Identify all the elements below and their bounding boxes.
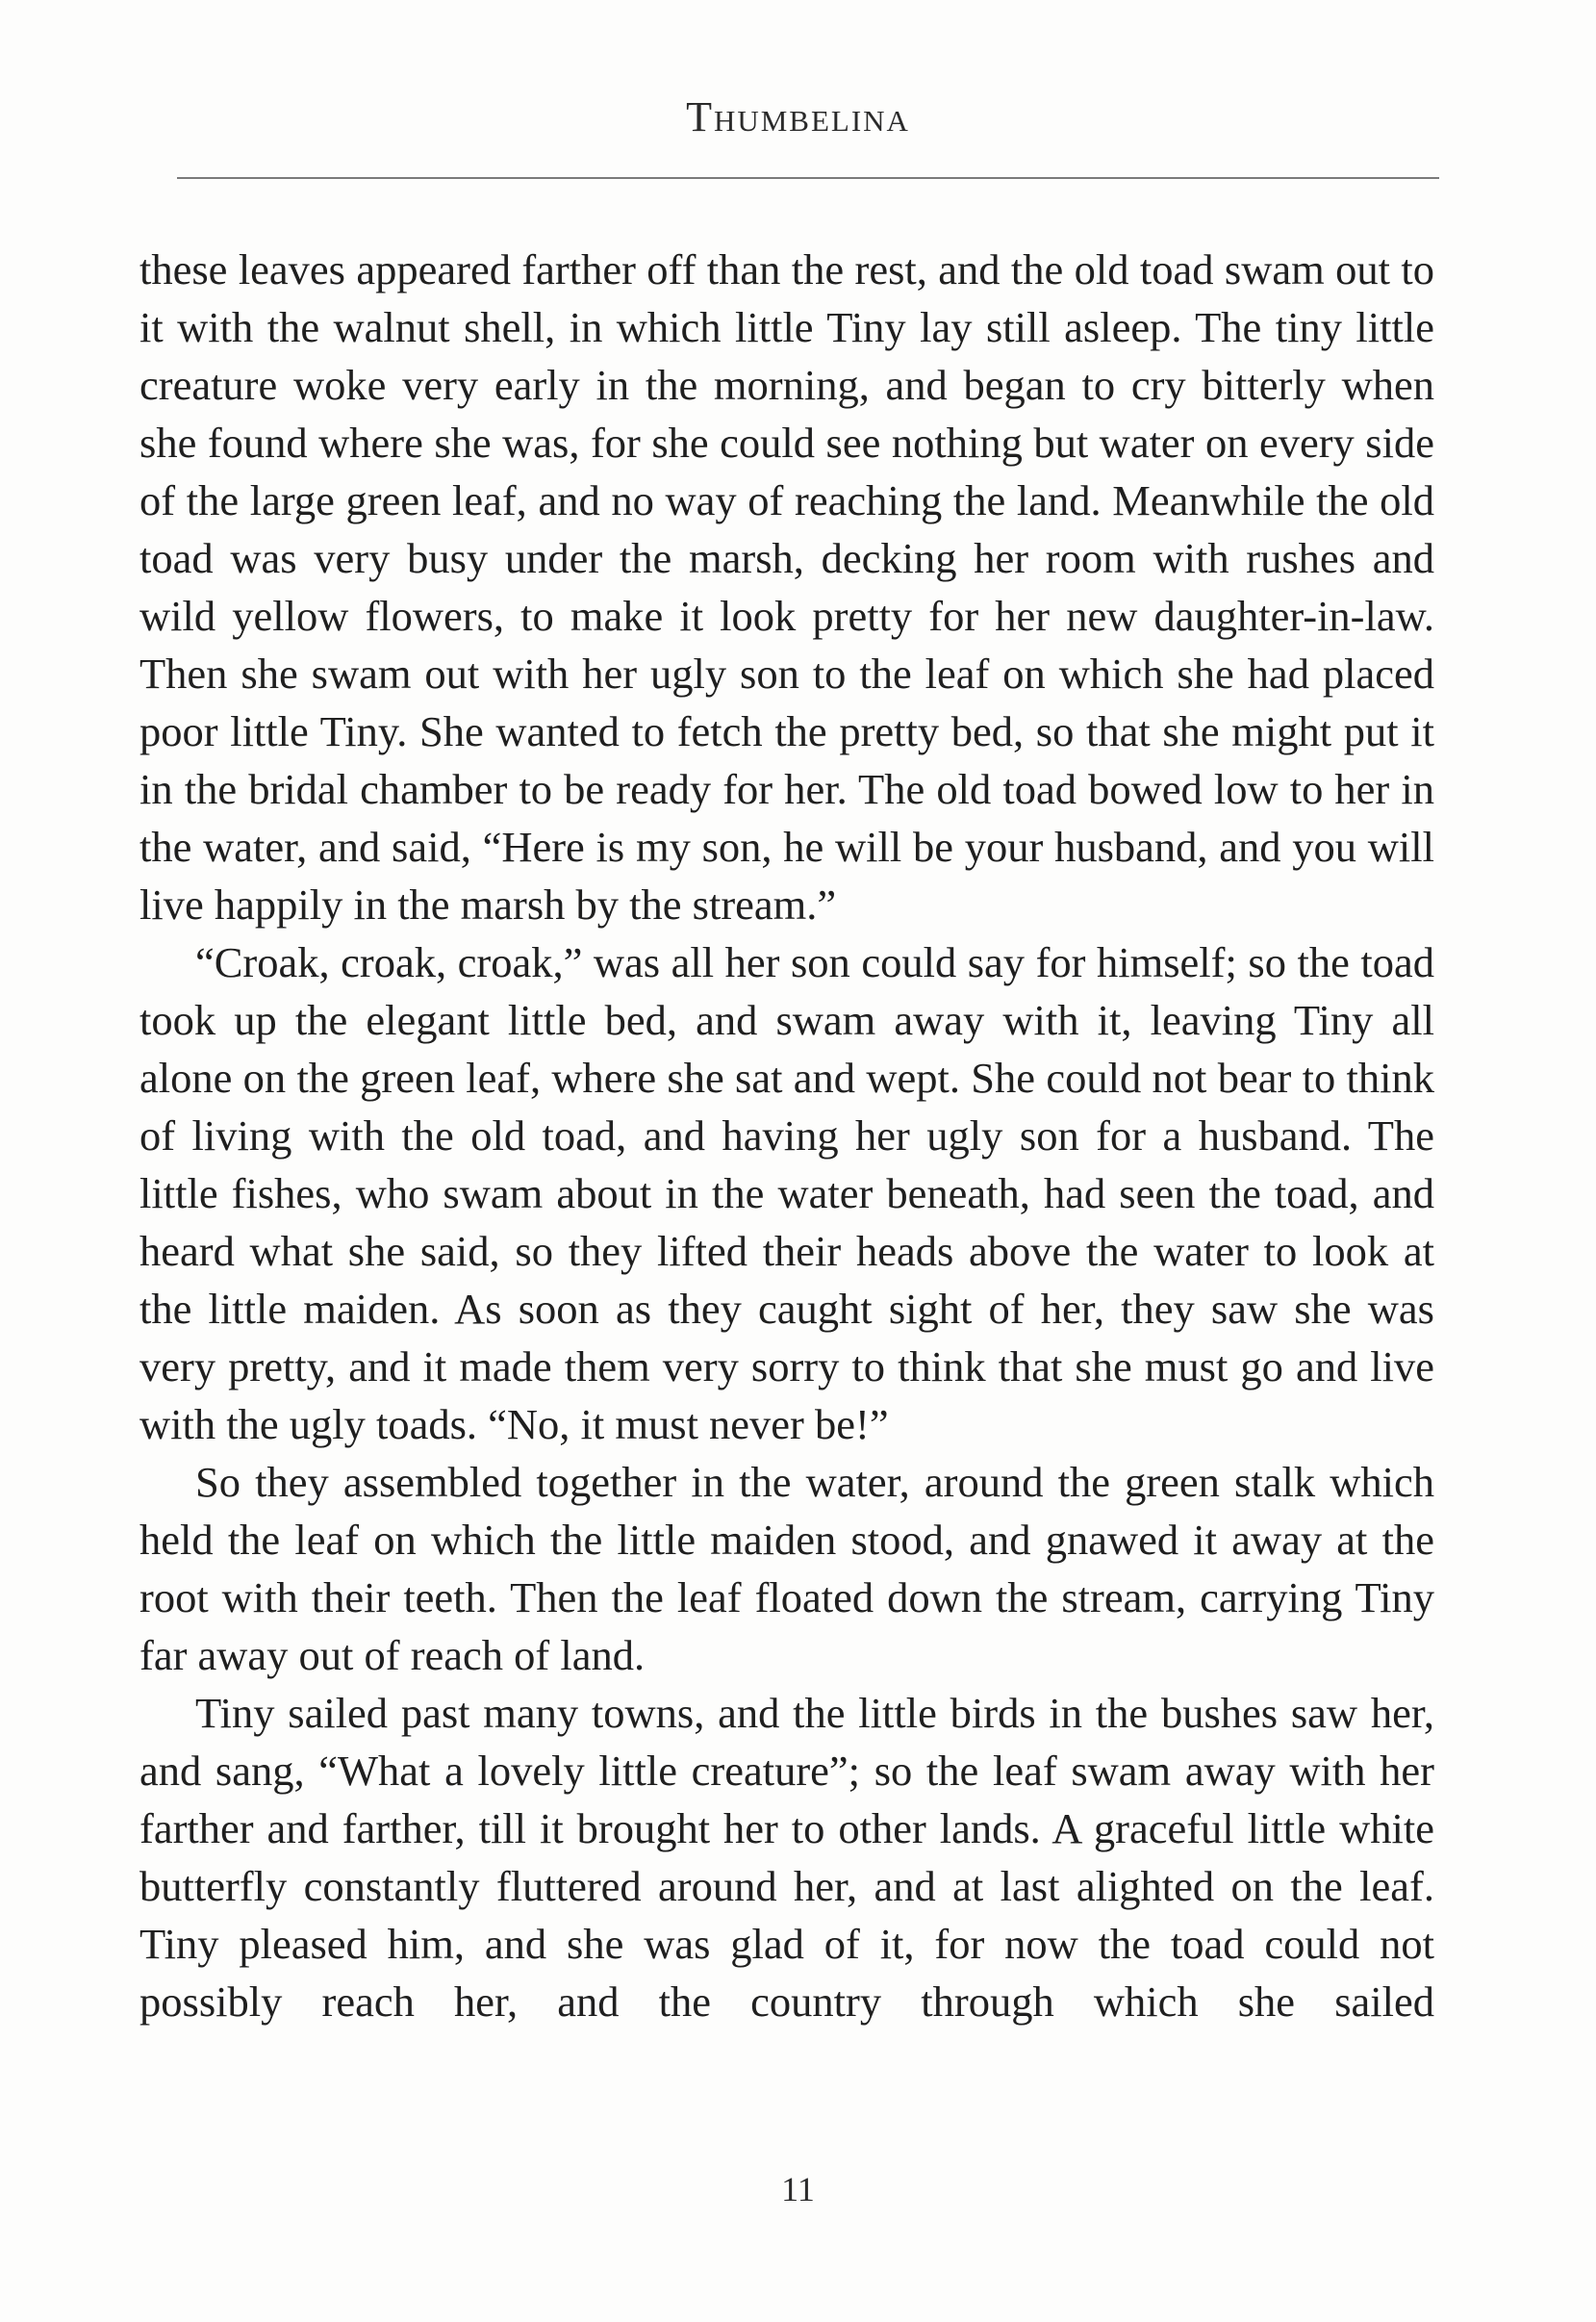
paragraph-4: Tiny sailed past many towns, and the little birds in the bushes saw her, and sang, “What a lovely little creature”; so the leaf swam away with her farther and farther, till it brought her to other lands. A graceful little white butterfly constantly fluttered around her, and at last alighted on the leaf. Tiny pleased him, and she was glad of it, for now the toad could not possibly reach her, and the country through which she sailed: [139, 1689, 1434, 2026]
page-number: 11: [781, 2170, 815, 2208]
paragraph-3: So they assembled together in the water, around the green stalk which held the leaf on which the little maiden stood, and gnawed it away at the root with their teeth. Then the leaf floated down the stream, carrying Tiny far away out of reach of land.: [139, 1458, 1434, 1679]
paragraph-1: these leaves appeared farther off than the rest, and the old toad swam out to it with the walnut shell, in which little Tiny lay still asleep. The tiny little creature woke very early in the morning, and began to cry bitterly when she found where she was, for she could see nothing but water on every side of the large green leaf, and no way of reaching the land. Meanwhile the old toad was very busy under the marsh, decking her room with rushes and wild yellow flowers, to make it look pretty for her new daughter-in-law. Then she swam out with her ugly son to the leaf on which she had placed poor little Tiny. She wanted to fetch the pretty bed, so that she might put it in the bridal chamber to be ready for her. The old toad bowed low to her in the water, and said, “Here is my son, he will be your husband, and you will live happily in the marsh by the stream.”: [139, 245, 1434, 929]
paragraph-2: “Croak, croak, croak,” was all her son could say for himself; so the toad took up the elegant little bed, and swam away with it, leaving Tiny all alone on the green leaf, where she sat and wept. She could not bear to think of living with the old toad, and having her ugly son for a husband. The little fishes, who swam about in the water beneath, had seen the toad, and heard what she said, so they lifted their heads above the water to look at the little maiden. As soon as they caught sight of her, they saw she was very pretty, and it made them very sorry to think that she must go and live with the ugly toads. “No, it must never be!”: [139, 938, 1434, 1448]
body-text: [139, 241, 1434, 2030]
header-rule: [177, 177, 1439, 179]
running-head: Thumbelina: [686, 93, 910, 140]
